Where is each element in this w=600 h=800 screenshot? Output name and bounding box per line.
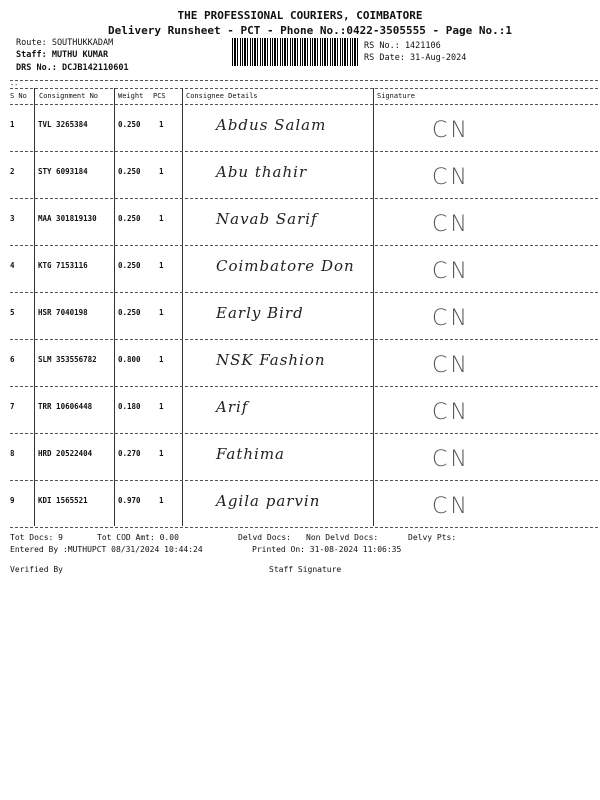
row-consignee-handwritten: Abu thahir [216, 163, 308, 181]
row-consignment-no: KTG 7153116 [38, 261, 88, 270]
row-consignee-handwritten: Abdus Salam [216, 116, 327, 134]
total-docs: Tot Docs: 9 [10, 533, 63, 542]
row-weight: 0.250 [118, 214, 141, 223]
non-delivered-docs: Non Delvd Docs: [306, 533, 379, 542]
row-weight: 0.250 [118, 120, 141, 129]
row-weight: 0.250 [118, 167, 141, 176]
row-pcs: 1 [159, 214, 164, 223]
row-sno: 2 [10, 167, 15, 176]
row-weight: 0.270 [118, 449, 141, 458]
delivered-docs: Delvd Docs: [238, 533, 291, 542]
col-pcs: PCS [153, 92, 166, 100]
drs-number: DRS No.: DCJB142110601 [16, 63, 129, 73]
row-sno: 8 [10, 449, 15, 458]
route-label: Route: SOUTHUKKADAM [16, 38, 114, 48]
row-signature-handwritten: CN [432, 494, 470, 519]
row-weight: 0.800 [118, 355, 141, 364]
entered-by: Entered By :MUTHUPCT 08/31/2024 10:44:24 [10, 545, 203, 554]
row-signature-handwritten: CN [432, 353, 470, 378]
row-consignee-handwritten: Coimbatore Don [216, 257, 355, 275]
row-signature-handwritten: CN [432, 165, 470, 190]
row-weight: 0.970 [118, 496, 141, 505]
row-pcs: 1 [159, 449, 164, 458]
row-consignment-no: TVL 3265384 [38, 120, 88, 129]
row-sno: 3 [10, 214, 15, 223]
staff-signature: Staff Signature [269, 565, 342, 574]
runsheet-subtitle: Delivery Runsheet - PCT - Phone No.:0422-3505555 - Page No.:1 [108, 24, 512, 37]
row-pcs: 1 [159, 496, 164, 505]
row-consignment-no: TRR 10606448 [38, 402, 93, 411]
row-pcs: 1 [159, 120, 164, 129]
col-weight: Weight [118, 92, 144, 100]
row-pcs: 1 [159, 261, 164, 270]
row-pcs: 1 [159, 402, 164, 411]
delivery-points: Delvy Pts: [408, 533, 457, 542]
col-consignee: Consignee Details [186, 92, 258, 100]
row-weight: 0.250 [118, 261, 141, 270]
company-name: THE PROFESSIONAL COURIERS, COIMBATORE [177, 9, 423, 22]
barcode [232, 38, 358, 66]
rs-number: RS No.: 1421106 [364, 41, 441, 51]
row-weight: 0.250 [118, 308, 141, 317]
row-consignment-no: STY 6093184 [38, 167, 88, 176]
row-consignment-no: SLM 353556782 [38, 355, 97, 364]
row-sno: 4 [10, 261, 15, 270]
row-pcs: 1 [159, 308, 164, 317]
row-consignee-handwritten: Early Bird [216, 304, 304, 322]
row-consignment-no: KDI 1565521 [38, 496, 88, 505]
col-consignment: Consignment No [39, 92, 99, 100]
row-pcs: 1 [159, 355, 164, 364]
verified-by: Verified By [10, 565, 63, 574]
total-cod: Tot COD Amt: 0.00 [97, 533, 179, 542]
col-signature: Signature [377, 92, 415, 100]
row-consignment-no: HSR 7040198 [38, 308, 88, 317]
row-consignment-no: MAA 301819130 [38, 214, 97, 223]
row-sno: 1 [10, 120, 15, 129]
rs-date: RS Date: 31-Aug-2024 [364, 53, 467, 63]
row-consignee-handwritten: NSK Fashion [216, 351, 326, 369]
row-weight: 0.180 [118, 402, 141, 411]
row-signature-handwritten: CN [432, 400, 470, 425]
row-consignee-handwritten: Navab Sarif [216, 210, 318, 228]
row-signature-handwritten: CN [432, 306, 470, 331]
row-signature-handwritten: CN [432, 259, 470, 284]
row-consignment-no: HRD 20522404 [38, 449, 93, 458]
printed-on: Printed On: 31-08-2024 11:06:35 [252, 545, 402, 554]
row-sno: 6 [10, 355, 15, 364]
row-signature-handwritten: CN [432, 447, 470, 472]
row-consignee-handwritten: Fathima [216, 445, 285, 463]
row-sno: 9 [10, 496, 15, 505]
row-signature-handwritten: CN [432, 118, 470, 143]
row-consignee-handwritten: Arif [216, 398, 249, 416]
row-sno: 5 [10, 308, 15, 317]
row-pcs: 1 [159, 167, 164, 176]
row-sno: 7 [10, 402, 15, 411]
row-consignee-handwritten: Agila parvin [216, 492, 321, 510]
row-signature-handwritten: CN [432, 212, 470, 237]
col-sno: S No [10, 92, 27, 100]
staff-label: Staff: MUTHU KUMAR [16, 50, 109, 60]
